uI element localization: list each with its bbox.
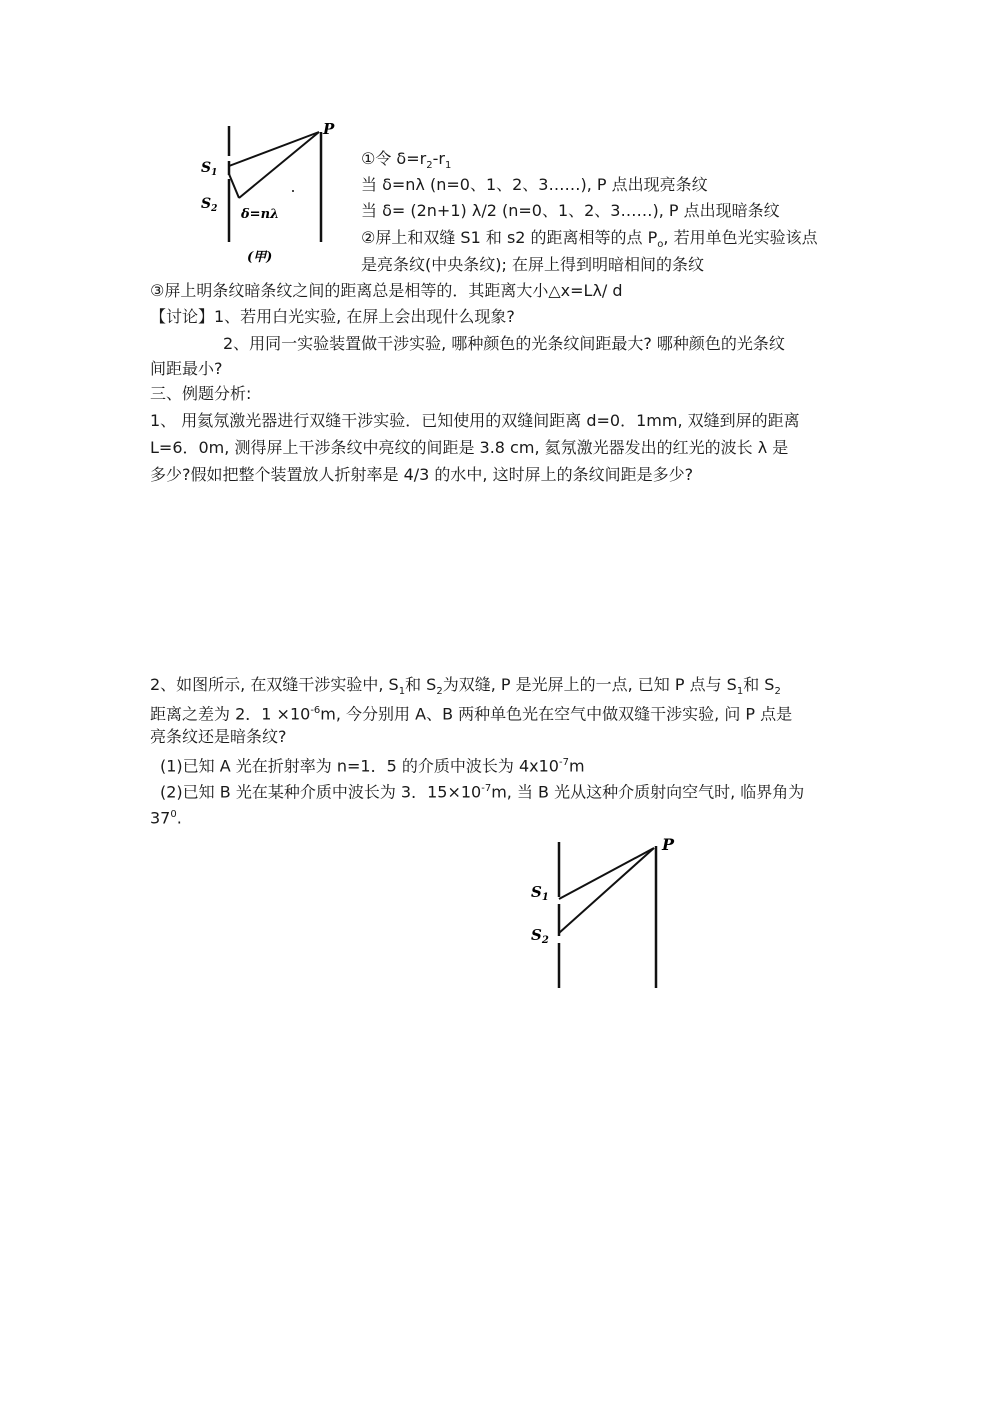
section-title: 三、例题分析: xyxy=(150,384,252,403)
label-p: P xyxy=(662,835,675,854)
label-p: P xyxy=(323,120,335,138)
theory-point2: ②屏上和双缝 S1 和 s2 的距离相等的点 $P_o$, 若用单色光实验该点 xyxy=(361,228,818,251)
path-diff-segment xyxy=(229,174,239,198)
example2-part1: (1)已知 A 光在折射率为 n=1．5 的介质中波长为 $4x10^{-7}m$ xyxy=(160,756,585,776)
label-s2: $S_2$ xyxy=(531,926,549,946)
example1-line2: L=6．0m, 测得屏上干涉条纹中亮纹的间距是 3.8 cm, 氦氖激光器发出的红光的波长 λ 是 xyxy=(150,438,789,457)
double-slit-figure-jia xyxy=(195,118,345,268)
theory-point3: ③屏上明条纹暗条纹之间的距离总是相等的．其距离大小△x=Lλ/ d xyxy=(150,281,623,300)
example2-part2: (2)已知 B 光在某种介质中波长为 3．$15\times 10^{-7}m$, 当 B 光从这种介质射向空气时, 临界角为 xyxy=(160,782,805,802)
ray-s1-p xyxy=(229,132,319,166)
double-slit-figure-2 xyxy=(525,832,695,994)
figure-caption: (甲) xyxy=(247,250,273,265)
discussion-q2-line2: 间距最小? xyxy=(150,359,223,378)
theory-dark-condition: 当 δ= (2n+1) λ/2 (n=0、1、2、3……), P 点出现暗条纹 xyxy=(361,201,780,220)
ray-s2-p xyxy=(239,132,319,198)
example2-part2-cont: $37^0$. xyxy=(150,808,182,828)
theory-point1: ①令 $\delta=r_2-r_1$ xyxy=(361,149,452,172)
theory-point2-cont: 是亮条纹(中央条纹); 在屏上得到明暗相间的条纹 xyxy=(361,255,704,274)
label-s1: $S_1$ xyxy=(201,160,218,178)
discussion-q1: 【讨论】1、若用白光实验, 在屏上会出现什么现象? xyxy=(150,307,515,326)
discussion-q2-line1: 2、用同一实验装置做干涉实验, 哪种颜色的光条纹间距最大? 哪种颜色的光条纹 xyxy=(223,334,785,353)
label-s2: $S_2$ xyxy=(201,196,218,214)
theory-bright-condition: 当 δ=nλ (n=0、1、2、3……), P 点出现亮条纹 xyxy=(361,175,708,194)
example2-line2: 距离之差为 2．$1 \times 10^{-6}m$, 今分别用 A、B 两种单色光在空气中做双缝干涉实验, 问 P 点是 xyxy=(150,704,793,724)
example2-line3: 亮条纹还是暗条纹? xyxy=(150,727,287,746)
example1-line3: 多少?假如把整个装置放人折射率是 4/3 的水中, 这时屏上的条纹间距是多少? xyxy=(150,465,694,484)
example1-line1: 1、 用氦氖激光器进行双缝干涉实验．已知使用的双缝间距离 d=0．1mm, 双缝到屏的距离 xyxy=(150,411,800,430)
example2-line1: 2、如图所示, 在双缝干涉实验中, $S_1$和 $S_2$为双缝, P 是光屏上的一点, 已知 P 点与 $S_1$和 $S_2$ xyxy=(150,675,781,698)
label-s1: $S_1$ xyxy=(531,883,549,903)
label-delta: δ=nλ xyxy=(241,207,280,222)
dot-mark xyxy=(292,190,294,192)
